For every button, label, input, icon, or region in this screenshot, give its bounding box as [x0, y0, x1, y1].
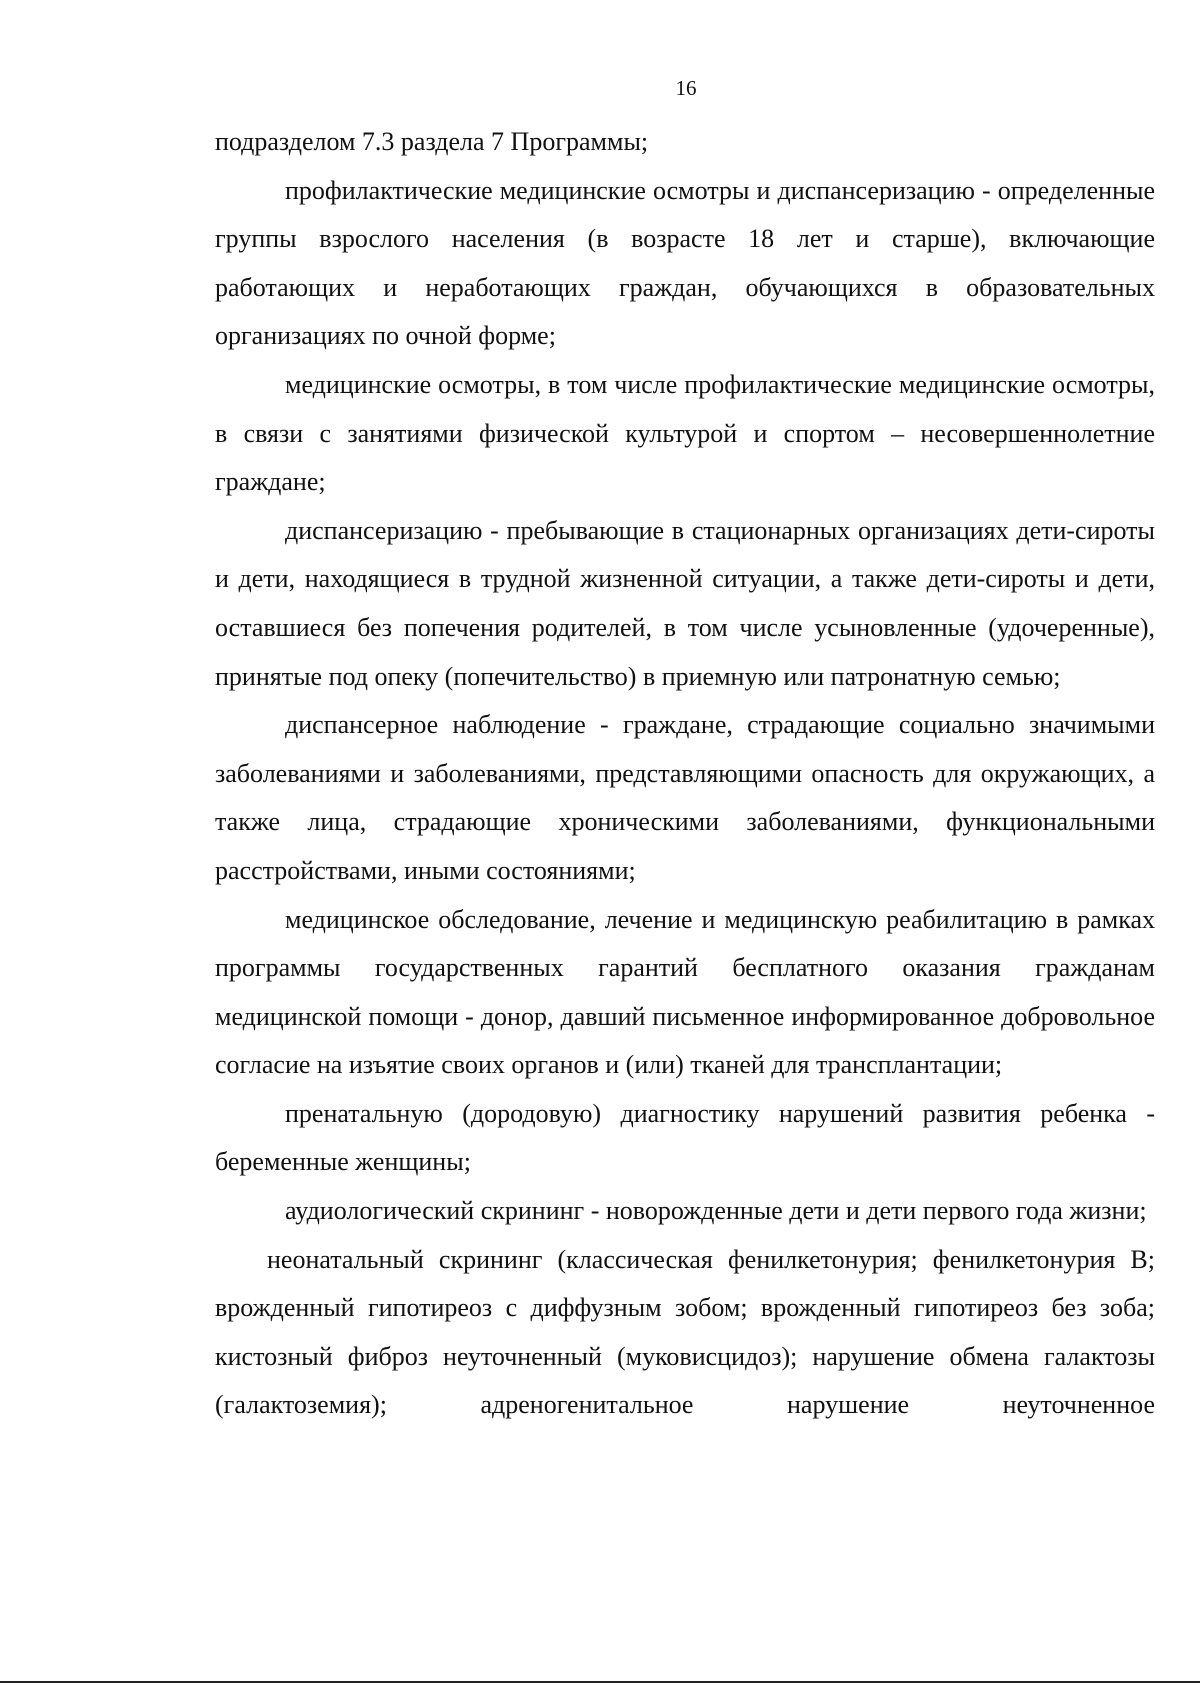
paragraph-2: профилактические медицинские осмотры и диспансеризацию - определенные группы взрослого населения (в возрасте 18 лет и старше), включающие работающих и неработающих граждан, обучающихся в образовательных организациях по очной форме;	[215, 175, 1155, 351]
paragraph-8: аудиологический скрининг - новорожденные дети и дети первого года жизни;	[285, 1196, 1147, 1226]
page-bottom-rule	[0, 1681, 1200, 1683]
paragraph-6: медицинское обследование, лечение и медицинскую реабилитацию в рамках программы государственных гарантий бесплатного оказания гражданам медицинской помощи - донор, давший письменное информированное добровольное согласие на изъятие своих органов и (или) тканей для трансплантации;	[215, 904, 1155, 1080]
paragraph-1: подразделом 7.3 раздела 7 Программы;	[215, 127, 649, 156]
paragraph-9: неонатальный скрининг (классическая фенилкетонурия; фенилкетонурия В; врожденный гипотиреоз с диффузным зобом; врожденный гипотиреоз без зоба; кистозный фиброз неуточненный (муковисцидоз); нарушение обмена галактозы (галактоземия); адреногенитальное нарушение неуточненное	[215, 1244, 1155, 1420]
paragraph-3: медицинские осмотры, в том числе профилактические медицинские осмотры, в связи с занятиями физической культурой и спортом – несовершеннолетние граждане;	[215, 369, 1155, 497]
document-body	[215, 118, 1155, 1430]
paragraph-4: диспансеризацию - пребывающие в стационарных организациях дети-сироты и дети, находящиеся в трудной жизненной ситуации, а также дети-сироты и дети, оставшиеся без попечения родителей, в том числе усыновленные (удочеренные), принятые под опеку (попечительство) в приемную или патронатную семью;	[215, 515, 1155, 691]
paragraph-7: пренатальную (дородовую) диагностику нарушений развития ребенка - беременные женщины;	[215, 1098, 1155, 1177]
paragraph-5: диспансерное наблюдение - граждане, страдающие социально значимыми заболеваниями и заболеваниями, представляющими опасность для окружающих, а также лица, страдающие хроническими заболеваниями, функциональными расстройствами, иными состояниями;	[215, 710, 1155, 885]
page-number: 16	[675, 76, 697, 100]
